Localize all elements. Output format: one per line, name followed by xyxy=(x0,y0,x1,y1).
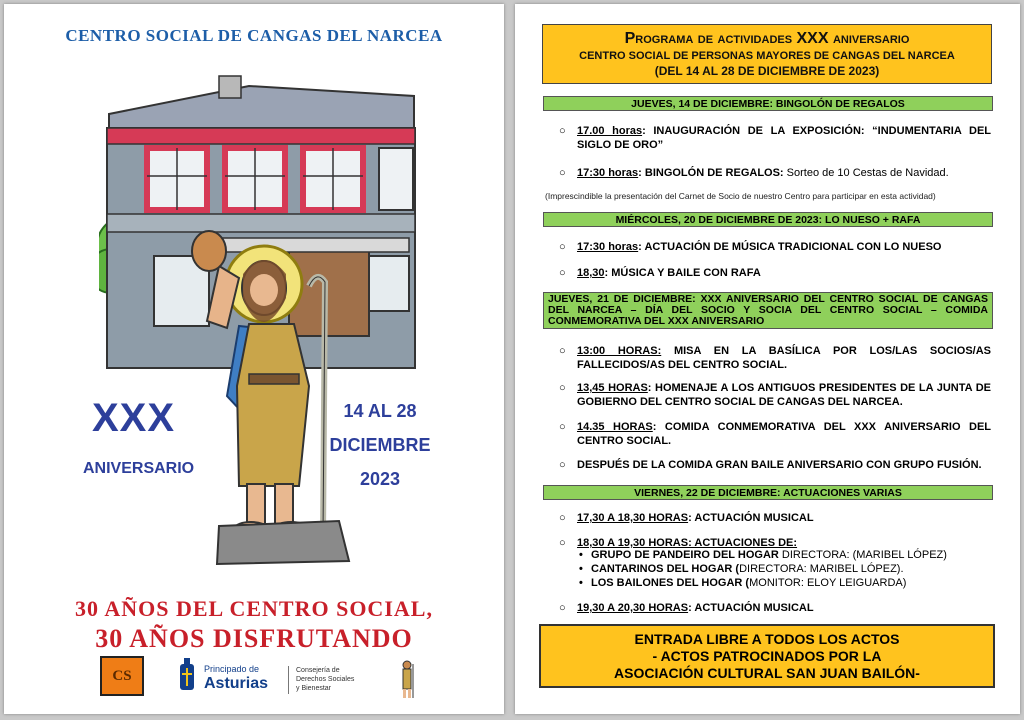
consejeria-label xyxy=(296,666,376,693)
saint-figure-icon xyxy=(398,660,416,700)
footer-box xyxy=(539,624,995,688)
sub-item-name: LOS BAILONES DEL HOGAR ( xyxy=(591,577,750,589)
sub-item xyxy=(591,577,991,590)
sub-item-name: CANTARINOS DEL HOGAR ( xyxy=(591,563,740,575)
item-text: MISA EN LA BASÍLICA POR LOS/LAS SOCIOS/AS FALLECIDOS/AS DEL CENTRO SOCIAL. xyxy=(577,345,991,371)
program-header xyxy=(542,24,992,84)
item-text: : MÚSICA Y BAILE CON RAFA xyxy=(604,267,761,279)
list-item xyxy=(561,240,991,254)
aniversario-label: ANIVERSARIO xyxy=(83,460,195,477)
tagline-2: 30 AÑOS DISFRUTANDO xyxy=(95,624,413,653)
item-text: : ACTUACIÓN DE MÚSICA TRADICIONAL CON LO NUESO xyxy=(638,241,942,253)
list-item xyxy=(561,344,991,372)
consejeria-line3: y Bienestar xyxy=(296,685,332,692)
section-wednesday-20: MIÉRCOLES, 20 DE DICIEMBRE DE 2023: LO NUESO + RAFA xyxy=(543,212,993,227)
sub-item xyxy=(591,563,991,576)
centro-social-logo: CS xyxy=(100,656,144,696)
dates-line1: 14 AL 28 xyxy=(343,401,417,421)
asturias-emblem-icon xyxy=(178,658,196,692)
sub-item xyxy=(591,549,991,562)
item-time: 17.00 horas xyxy=(577,125,643,137)
program-title: Programa de actividades XXX aniversario xyxy=(624,30,910,47)
item-time: 14.35 HORAS xyxy=(577,421,653,433)
item-text: : COMIDA CONMEMORATIVA DEL XXX ANIVERSARIO DEL CENTRO SOCIAL. xyxy=(577,421,991,447)
sub-item-detail: DIRECTORA: (MARIBEL LÓPEZ) xyxy=(781,549,947,561)
section-friday-22: VIERNES, 22 DE DICIEMBRE: ACTUACIONES VARIAS xyxy=(543,485,993,500)
principado-logo xyxy=(178,656,278,696)
footer-line3: ASOCIACIÓN CULTURAL SAN JUAN BAILÓN- xyxy=(614,665,920,681)
poster-panel xyxy=(4,4,504,714)
xxx-numeral: XXX xyxy=(92,396,176,440)
dates-line3: 2023 xyxy=(359,469,401,489)
sub-item-detail: MONITOR: ELOY LEIGUARDA) xyxy=(749,577,907,589)
program-panel xyxy=(515,4,1020,714)
list-item xyxy=(561,124,991,152)
section-thursday-14: JUEVES, 14 DE DICIEMBRE: BINGOLÓN DE REGALOS xyxy=(543,96,993,111)
list-item xyxy=(561,536,991,550)
item-time: 17:30 horas xyxy=(577,241,639,253)
footer-line2: - ACTOS PATROCINADOS POR LA xyxy=(652,648,882,664)
consejeria-line2: Derechos Sociales xyxy=(296,676,355,683)
logo-divider xyxy=(288,666,289,694)
item-time: 18,30 xyxy=(577,267,605,279)
item-text: : ACTUACIÓN MUSICAL xyxy=(688,512,814,524)
item-text: DESPUÉS DE LA COMIDA GRAN BAILE ANIVERSARIO CON GRUPO FUSIÓN. xyxy=(577,459,982,471)
section-thursday-21: JUEVES, 21 DE DICIEMBRE: XXX ANIVERSARIO DEL CENTRO SOCIAL DE CANGAS DEL NARCEA – DÍA DEL SOCIO Y SOCIA DEL CENTRO SOCIAL – COMIDA CONMEMORATIVA DEL XXX ANIVERSARIO xyxy=(543,292,993,329)
principado-big-label: Asturias xyxy=(204,675,269,692)
list-item xyxy=(561,601,991,615)
item-detail: Sorteo de 10 Cestas de Navidad. xyxy=(786,167,949,179)
item-time: 13,45 HORAS xyxy=(577,382,648,394)
footer-line1: ENTRADA LIBRE A TODOS LOS ACTOS xyxy=(634,631,900,647)
poster-title: CENTRO SOCIAL DE CANGAS DEL NARCEA xyxy=(65,26,443,45)
tagline-1: 30 AÑOS DEL CENTRO SOCIAL, xyxy=(75,596,433,621)
sponsor-logos xyxy=(100,656,430,700)
carnet-note: (Imprescindible la presentación del Carnet de Socio de nuestro Centro para participar en esta actividad) xyxy=(545,191,936,201)
item-time: 17:30 horas xyxy=(577,167,639,179)
item-time: 18,30 A 19,30 HORAS: ACTUACIONES DE: xyxy=(577,537,798,549)
list-item xyxy=(561,511,991,525)
sub-item-detail: DIRECTORA: MARIBEL LÓPEZ). xyxy=(739,563,904,575)
program-subtitle: CENTRO SOCIAL DE PERSONAS MAYORES DE CANGAS DEL NARCEA xyxy=(579,50,955,62)
item-time: 13:00 HORAS: xyxy=(577,345,662,357)
program-dates: (DEL 14 AL 28 DE DICIEMBRE DE 2023) xyxy=(654,64,880,78)
list-item xyxy=(561,166,991,180)
item-text: : BINGOLÓN DE REGALOS: xyxy=(638,167,787,179)
sub-item-name: GRUPO DE PANDEIRO DEL HOGAR xyxy=(591,549,782,561)
item-time: 19,30 A 20,30 HORAS xyxy=(577,602,689,614)
item-time: 17,30 A 18,30 HORAS xyxy=(577,512,689,524)
principado-small-label: Principado de xyxy=(204,664,260,674)
consejeria-line1: Consejería de xyxy=(296,667,340,674)
list-item xyxy=(561,381,991,409)
item-text: : HOMENAJE A LOS ANTIGUOS PRESIDENTES DE LA JUNTA DE GOBIERNO DEL CENTRO SOCIAL DE CANGAS DEL NARCEA. xyxy=(577,382,991,408)
list-item xyxy=(561,458,991,472)
poster-dates xyxy=(316,402,444,504)
list-item xyxy=(561,266,991,280)
item-text: : ACTUACIÓN MUSICAL xyxy=(688,602,814,614)
dates-line2: DICIEMBRE xyxy=(329,435,431,455)
list-item xyxy=(561,420,991,448)
item-text: : INAUGURACIÓN DE LA EXPOSICIÓN: “INDUMENTARIA DEL SIGLO DE ORO” xyxy=(577,125,991,151)
